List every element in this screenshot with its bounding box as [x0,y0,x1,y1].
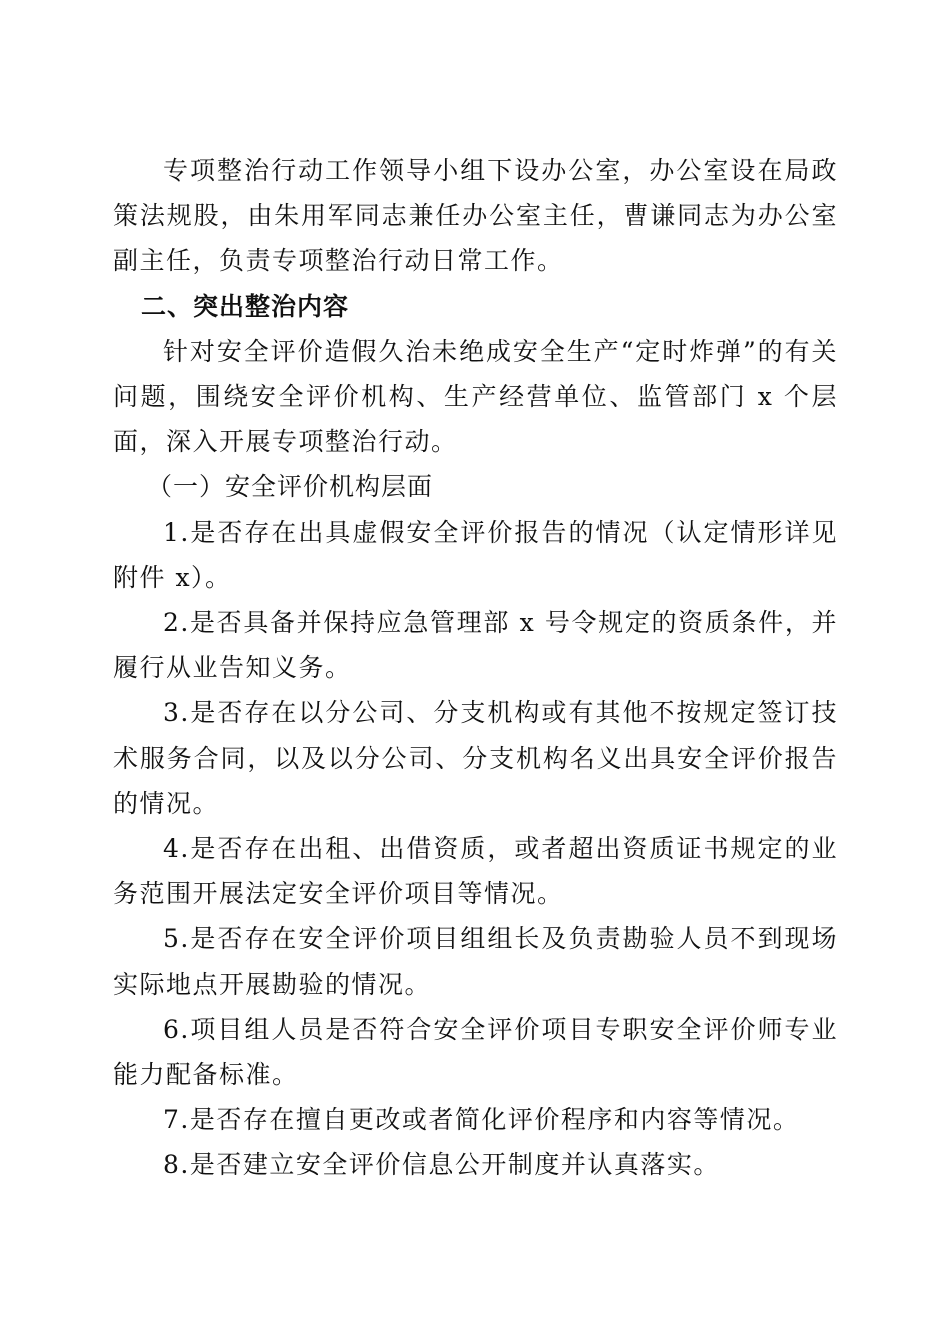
list-item: 4.是否存在出租、出借资质，或者超出资质证书规定的业务范围开展法定安全评价项目等情况。 [113,834,838,909]
list-item: 2.是否具备并保持应急管理部 x 号令规定的资质条件，并履行从业告知义务。 [113,608,838,683]
subsection-heading-1: （一）安全评价机构层面 [147,472,434,502]
list-item: 3.是否存在以分公司、分支机构或有其他不按规定签订技术服务合同，以及以分公司、分支机构名义出具安全评价报告的情况。 [113,698,838,818]
list-item: 8.是否建立安全评价信息公开制度并认真落实。 [163,1150,720,1180]
paragraph-section-intro: 针对安全评价造假久治未绝成安全生产“定时炸弹”的有关问题，围绕安全评价机构、生产经营单位、监管部门 x 个层面，深入开展专项整治行动。 [113,336,838,457]
list-item: 7.是否存在擅自更改或者简化评价程序和内容等情况。 [163,1105,800,1135]
list-item: 6.项目组人员是否符合安全评价项目专职安全评价师专业能力配备标准。 [113,1014,838,1090]
section-heading-2: 二、突出整治内容 [141,291,350,321]
list-item: 1.是否存在出具虚假安全评价报告的情况（认定情形详见附件 x）。 [113,517,838,592]
paragraph-office-setup: 专项整治行动工作领导小组下设办公室，办公室设在局政策法规股，由朱用军同志兼任办公室主任，曹谦同志为办公室副主任，负责专项整治行动日常工作。 [113,156,838,276]
list-item: 5.是否存在安全评价项目组组长及负责勘验人员不到现场实际地点开展勘验的情况。 [113,924,838,999]
document-body [113,148,838,1188]
